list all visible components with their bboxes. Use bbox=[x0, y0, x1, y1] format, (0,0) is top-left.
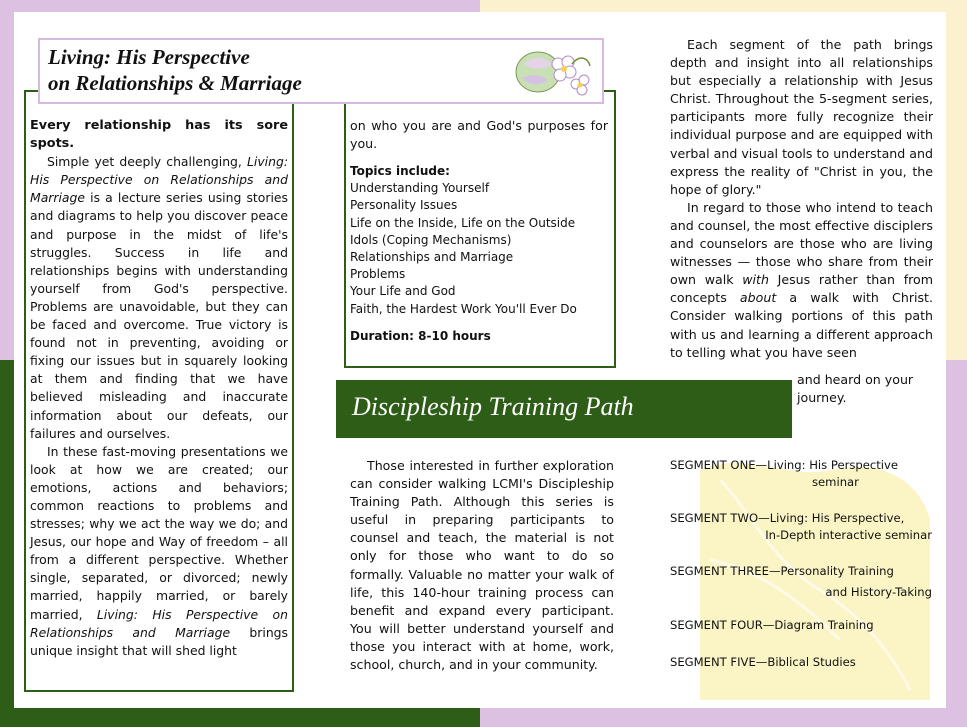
topic-item: Your Life and God bbox=[350, 284, 456, 299]
topic-item: Relationships and Marriage bbox=[350, 250, 514, 264]
duration-text: Duration: 8-10 hours bbox=[350, 328, 491, 343]
left-column-text bbox=[30, 117, 288, 660]
segment-item: SEGMENT FIVE—Biblical Studies bbox=[670, 655, 856, 669]
left-green-strip bbox=[0, 360, 14, 727]
left-lavender-strip bbox=[0, 0, 14, 360]
lower-middle-text bbox=[350, 457, 614, 674]
bottom-lavender-strip bbox=[480, 708, 967, 727]
topic-item: Faith, the Hardest Work You'll Ever Do bbox=[350, 301, 577, 316]
right-paragraph-tail-1: and heard on your bbox=[797, 372, 914, 387]
topics-list bbox=[350, 180, 608, 318]
flower-icon bbox=[510, 44, 594, 98]
discipleship-paragraph: Those interested in further exploration can consider walking LCMI's Discipleship Training Path. Although this series is useful in preparing participants to counsel and teach, the material is not only for those who want to do so formally. Valuable no matter your walk of life, this 140-hour training process can benefit and expand every participant. You will better understand yourself and those you interact with at home, work, school, church, and in your community. bbox=[350, 458, 614, 673]
title-box bbox=[38, 38, 604, 104]
banner-title: Discipleship Training Path bbox=[352, 392, 634, 421]
topic-item: Understanding Yourself bbox=[350, 181, 490, 196]
right-paragraph-1: Each segment of the path brings depth and insight into all relationships but especially a relationship with Jesus Christ. Throughout the 5-segment series, participants more fully recognize their individual purpose and are equipped with verbal and visual tools to understand and express the reality of "Christ in you, the hope of glory." bbox=[670, 37, 933, 197]
left-heading: Every relationship has its sore spots. bbox=[30, 118, 288, 152]
right-column-text bbox=[670, 36, 933, 362]
page-title-line1: Living: His Perspective bbox=[48, 45, 250, 69]
segment-item: SEGMENT THREE—Personality Training and History-Taking bbox=[670, 564, 932, 599]
banner bbox=[336, 380, 792, 438]
topics-heading: Topics include: bbox=[350, 164, 450, 179]
top-lavender-strip bbox=[0, 0, 480, 12]
segment-item: SEGMENT FOUR—Diagram Training bbox=[670, 618, 874, 632]
right-paragraph-tail-2: journey. bbox=[797, 390, 847, 405]
left-paragraph-1: Simple yet deeply challenging, Living: His Perspective on Relationships and Marriage is a lecture series using stories and diagrams to help you discover peace and purpose in the midst of life's struggles. Success in life and relationships begins with understanding yourself from God's perspective. Problems are unavoidable, but they can be faced and overcome. True victory is found not in preventing, avoiding or fixing our issues but in squarely looking at them and finding that we have believed misleading and inaccurate information about our defeats, our failures and ourselves. bbox=[30, 154, 288, 441]
topics-content bbox=[350, 117, 608, 345]
topic-item: Problems bbox=[350, 267, 406, 282]
page-title-line2: on Relationships & Marriage bbox=[48, 71, 302, 95]
segment-item: SEGMENT TWO—Living: His Perspective, In-Depth interactive seminar bbox=[670, 511, 932, 542]
right-lavender-strip bbox=[946, 360, 967, 727]
left-paragraph-2: In these fast-moving presentations we look at how we are created; our emotions, actions and behaviors; common reactions to problems and stresses; why we act the way we do; and Jesus, our hope and Way of freedom – all from a different perspective. Whether single, separated, or divorced; newly married, happily married, or barely married, Living: His Perspective on Relationships and Marriage brings unique insight that will shed light bbox=[30, 443, 288, 658]
right-paragraph-2: In regard to those who intend to teach and counsel, the most effective disciplers and counselors are those who are living witnesses — those who share from their own walk with Jesus rather than from concepts about a walk with Christ. Consider walking portions of this path with us and learning a different approach to telling what you have seen bbox=[670, 199, 934, 360]
topic-item: Life on the Inside, Life on the Outside bbox=[350, 215, 576, 230]
top-cream-strip bbox=[480, 0, 967, 12]
topic-item: Idols (Coping Mechanisms) bbox=[350, 232, 512, 247]
bottom-green-strip bbox=[0, 708, 480, 727]
right-cream-strip bbox=[946, 0, 967, 360]
continuation-text: on who you are and God's purposes for you. bbox=[350, 118, 608, 152]
topic-item: Personality Issues bbox=[350, 198, 458, 213]
segment-item: SEGMENT ONE—Living: His Perspective seminar bbox=[670, 458, 899, 489]
